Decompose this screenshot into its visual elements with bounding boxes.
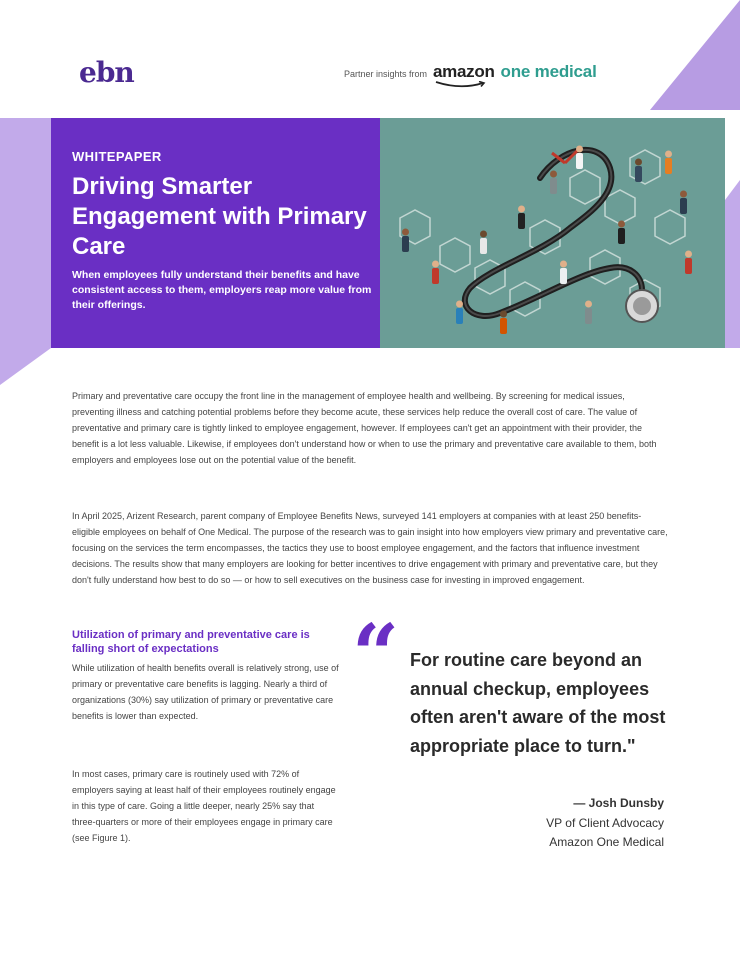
hero-illustration [380, 118, 725, 348]
quote-author: — Josh Dunsby [573, 796, 664, 810]
amazon-logo: amazon [433, 62, 495, 82]
quote-mark-icon: “ [352, 607, 400, 703]
section-paragraph-2: In most cases, primary care is routinely used with 72% of employers saying at least half of their employees routinely engage in this type of care. Going a little deeper, nearly 25% say that three-quarters or more of their employees engage in primary care (see Figure 1). [72, 769, 336, 843]
section-paragraph-1: While utilization of health benefits overall is relatively strong, use of primary or preventative care benefits is lagging. Nearly a third of organizations (30%) say utilization of primary or preventative care benefits is lower than expected. [72, 663, 339, 721]
partner-label: Partner insights from [344, 69, 428, 79]
ebn-logo: ebn [79, 56, 134, 89]
intro-paragraph-2: In April 2025, Arizent Research, parent company of Employee Benefits News, surveyed 141 employers at companies with at least 250 benefits-eligible employees on behalf of One Medical. The purpose of the research was to gain insight into how employers view primary and preventative care, focusing on the services the term encompasses, the tactics they use to boost employee engagement, and the factors that influence investment decisions. The results show that many employers are looking for better incentives to drive engagement with primary and preventative care, but they don't fully understand how best to do so — or how to sell executives on the business case for investing in improved engagement. [72, 511, 668, 585]
hero-kicker: WHITEPAPER [72, 149, 162, 164]
quote-author-organization: Amazon One Medical [549, 835, 664, 849]
hero-subtitle: When employees fully understand their benefits and have consistent access to them, employers reap more value from their offerings. [72, 269, 372, 311]
quote-author-role: VP of Client Advocacy [546, 816, 664, 830]
intro-paragraph-1: Primary and preventative care occupy the front line in the management of employee health and wellbeing. By screening for medical issues, preventing illness and catching potential problems before they become acute, these services help reduce the overall cost of care. The value of preventative and primary care is tightly linked to employee engagement, however. If employees can't get an appointment with their provider, the benefit is a lot less valuable. Likewise, if employees don't understand how or when to use the primary and preventative care available to them, both employers and employees lose out on the potential value of the benefit. [72, 391, 657, 465]
pull-quote: For routine care beyond an annual checkup, employees often aren't aware of the most appropriate place to turn." [410, 650, 666, 756]
section-heading: Utilization of primary and preventative care is falling short of expectations [72, 629, 310, 655]
page-title: Driving Smarter Engagement with Primary Care [72, 173, 367, 260]
one-medical-logo: one medical [500, 62, 597, 81]
stethoscope-people-illustration [380, 118, 725, 348]
amazon-smile-icon [435, 81, 487, 89]
partner-attribution [344, 62, 597, 82]
